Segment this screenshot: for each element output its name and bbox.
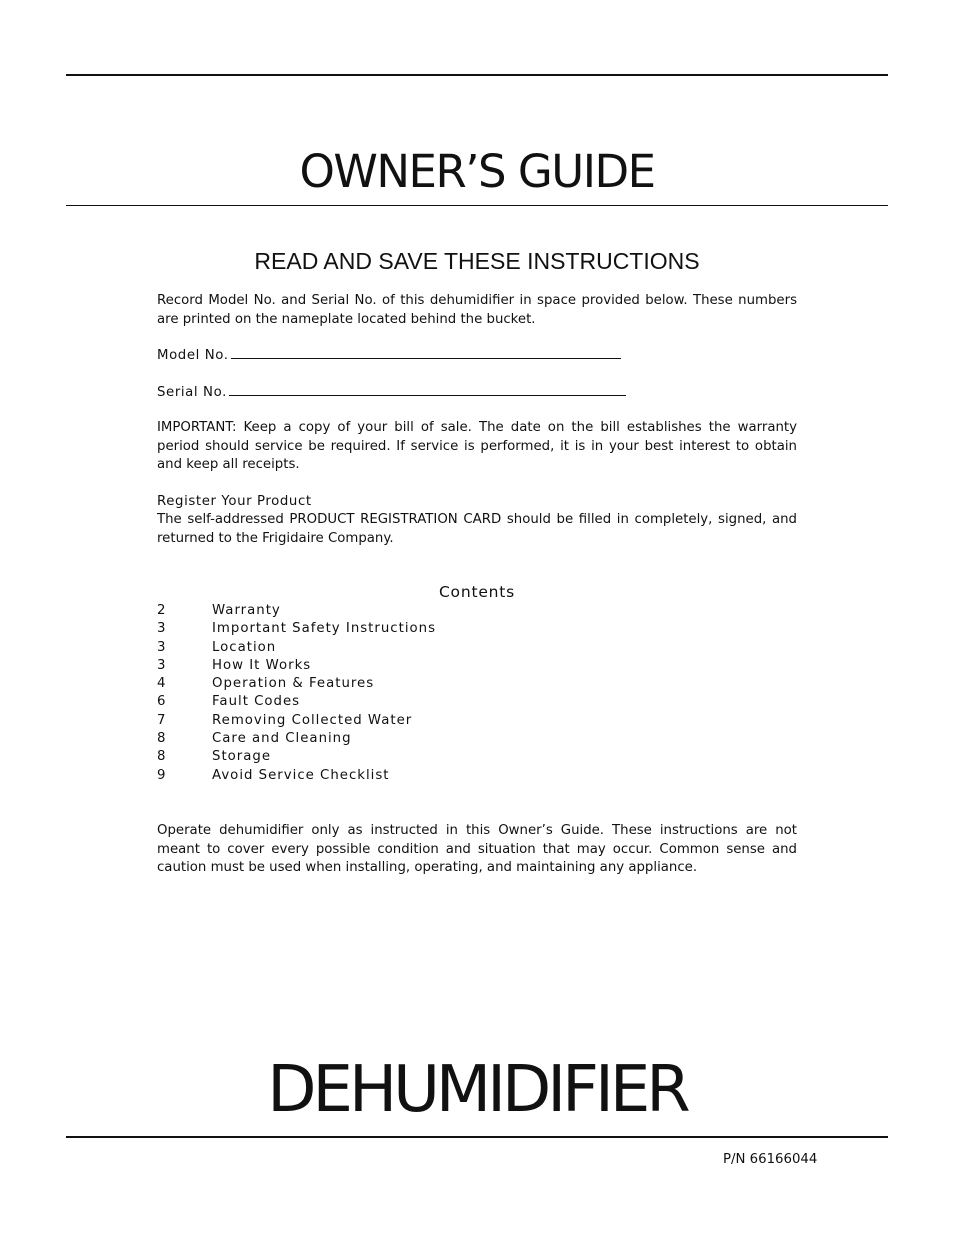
toc-page-number: 4 (157, 676, 167, 692)
toc-label: Care and Cleaning (212, 731, 352, 747)
toc-page-number: 3 (157, 657, 167, 673)
register-heading: Register Your Product (157, 494, 312, 509)
toc-label: Fault Codes (212, 694, 301, 710)
serial-number-blank (229, 383, 626, 396)
toc-item (157, 767, 557, 785)
serial-number-label: Serial No. (157, 385, 227, 400)
toc-page-number: 3 (157, 639, 167, 655)
toc-label: Important Safety Instructions (212, 621, 436, 637)
toc-page-number: 2 (157, 603, 167, 618)
toc-item (157, 712, 557, 730)
serial-number-field (157, 383, 626, 402)
toc-item (157, 693, 557, 711)
toc-page-number: 3 (157, 621, 167, 637)
toc-label: Avoid Service Checklist (212, 767, 390, 783)
toc-page-number: 7 (157, 712, 167, 728)
title-rule (66, 205, 888, 206)
toc-label: Removing Collected Water (212, 712, 413, 728)
toc-item (157, 639, 557, 657)
model-number-label: Model No. (157, 348, 229, 363)
toc-page-number: 6 (157, 694, 167, 710)
model-number-field (157, 346, 621, 365)
document-title: OWNER’S GUIDE (299, 145, 655, 198)
model-number-blank (231, 346, 621, 359)
bottom-rule (66, 1136, 888, 1138)
closing-paragraph: Operate dehumidifier only as instructed in this Owner’s Guide. These instructions are not meant to cover every possible condition and situation that may occur. Common sense and caution must be used when installing, operating, and maintaining any appliance. (157, 823, 797, 875)
toc-label: Location (212, 639, 277, 655)
toc-page-number: 8 (157, 749, 167, 765)
toc-label: Warranty (212, 603, 281, 618)
important-paragraph: IMPORTANT: Keep a copy of your bill of sale. The date on the bill establishes the warranty period should service be required. If service is performed, it is in your best interest to obtain and keep all receipts. (157, 420, 797, 472)
instructions-heading: READ AND SAVE THESE INSTRUCTIONS (254, 248, 700, 274)
toc-page-number: 9 (157, 767, 167, 783)
toc-item (157, 620, 557, 638)
toc-item (157, 657, 557, 675)
toc-page-number: 8 (157, 731, 167, 747)
toc-item (157, 602, 557, 620)
toc-item (157, 730, 557, 748)
register-paragraph: The self-addressed PRODUCT REGISTRATION CARD should be filled in completely, signed, and returned to the Frigidaire Company. (157, 512, 797, 546)
product-name: DEHUMIDIFIER (267, 1053, 687, 1127)
toc-label: Operation & Features (212, 676, 375, 692)
toc-item (157, 675, 557, 693)
contents-heading: Contents (438, 583, 516, 601)
toc-item (157, 748, 557, 766)
toc-label: How It Works (212, 657, 312, 673)
part-number: P/N 66166044 (723, 1152, 818, 1167)
toc-label: Storage (212, 749, 272, 765)
table-of-contents (157, 602, 557, 785)
top-rule (66, 74, 888, 76)
intro-paragraph: Record Model No. and Serial No. of this dehumidifier in space provided below. These numbers are printed on the nameplate located behind the bucket. (157, 293, 797, 327)
